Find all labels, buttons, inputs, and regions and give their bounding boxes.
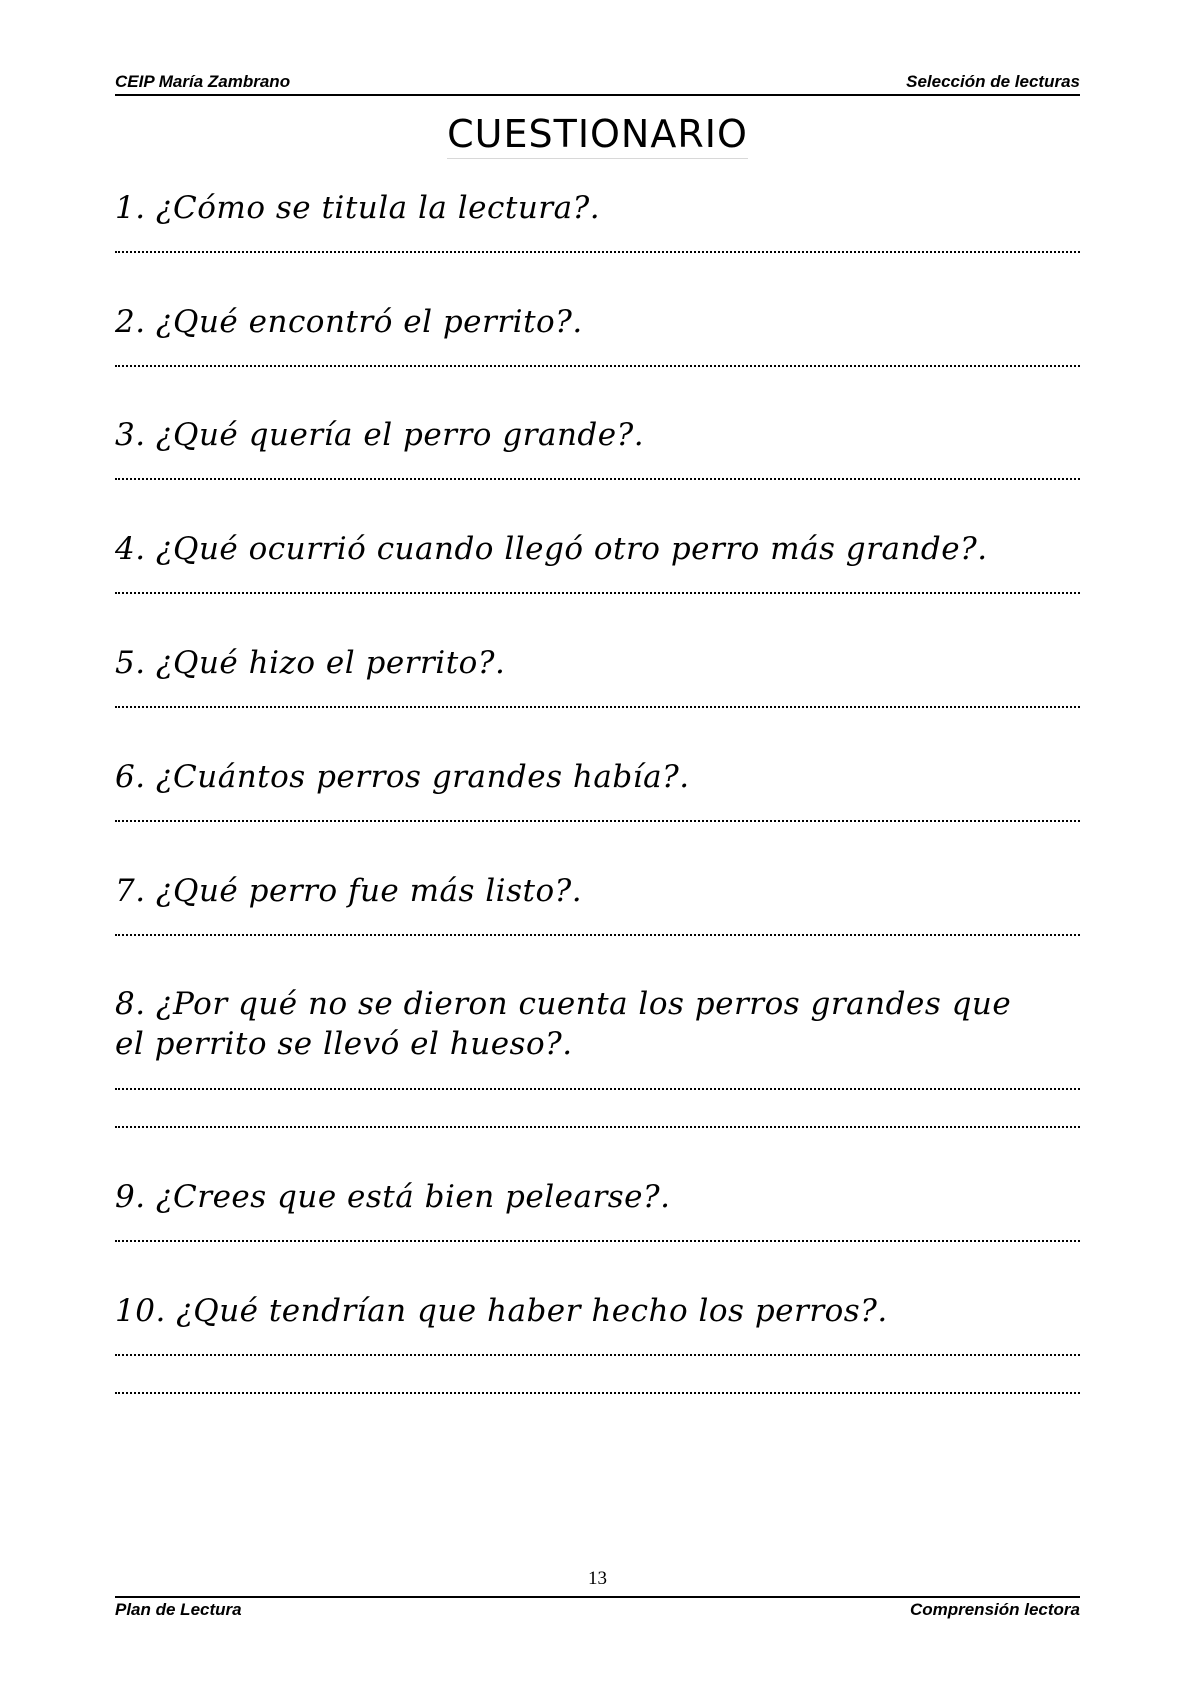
question-1: 1. ¿Cómo se titula la lectura?. xyxy=(115,190,601,226)
answer-line-2[interactable] xyxy=(115,365,1080,367)
footer-subject-name: Comprensión lectora xyxy=(909,1600,1080,1619)
page-header xyxy=(115,70,1080,96)
question-7: 7. ¿Qué perro fue más listo?. xyxy=(115,873,583,909)
footer-divider xyxy=(115,1596,1080,1598)
answer-line-9[interactable] xyxy=(115,1240,1080,1242)
worksheet-page xyxy=(115,0,1080,1684)
question-8-line-2: el perrito se llevó el hueso?. xyxy=(115,1026,573,1062)
footer-plan-name: Plan de Lectura xyxy=(115,1600,242,1619)
title-text: CUESTIONARIO xyxy=(447,112,748,159)
question-4: 4. ¿Qué ocurrió cuando llegó otro perro más grande?. xyxy=(115,531,988,567)
header-section-name: Selección de lecturas xyxy=(906,72,1080,91)
answer-line-10a[interactable] xyxy=(115,1354,1080,1356)
answer-line-7[interactable] xyxy=(115,934,1080,936)
answer-line-5[interactable] xyxy=(115,706,1080,708)
answer-line-8b[interactable] xyxy=(115,1126,1080,1128)
question-2: 2. ¿Qué encontró el perrito?. xyxy=(115,304,583,340)
page-title xyxy=(115,112,1080,159)
question-10: 10. ¿Qué tendrían que haber hecho los perros?. xyxy=(115,1293,888,1329)
question-6: 6. ¿Cuántos perros grandes había?. xyxy=(115,759,690,795)
answer-line-4[interactable] xyxy=(115,592,1080,594)
page-number: 13 xyxy=(588,1568,607,1589)
question-8-line-1: 8. ¿Por qué no se dieron cuenta los perros grandes que xyxy=(115,986,1012,1022)
answer-line-3[interactable] xyxy=(115,478,1080,480)
header-school-name: CEIP María Zambrano xyxy=(115,72,291,91)
question-9: 9. ¿Crees que está bien pelearse?. xyxy=(115,1179,671,1215)
answer-line-1[interactable] xyxy=(115,251,1080,253)
answer-line-6[interactable] xyxy=(115,820,1080,822)
answer-line-10b[interactable] xyxy=(115,1392,1080,1394)
question-3: 3. ¿Qué quería el perro grande?. xyxy=(115,417,645,453)
question-5: 5. ¿Qué hizo el perrito?. xyxy=(115,645,506,681)
answer-line-8a[interactable] xyxy=(115,1088,1080,1090)
